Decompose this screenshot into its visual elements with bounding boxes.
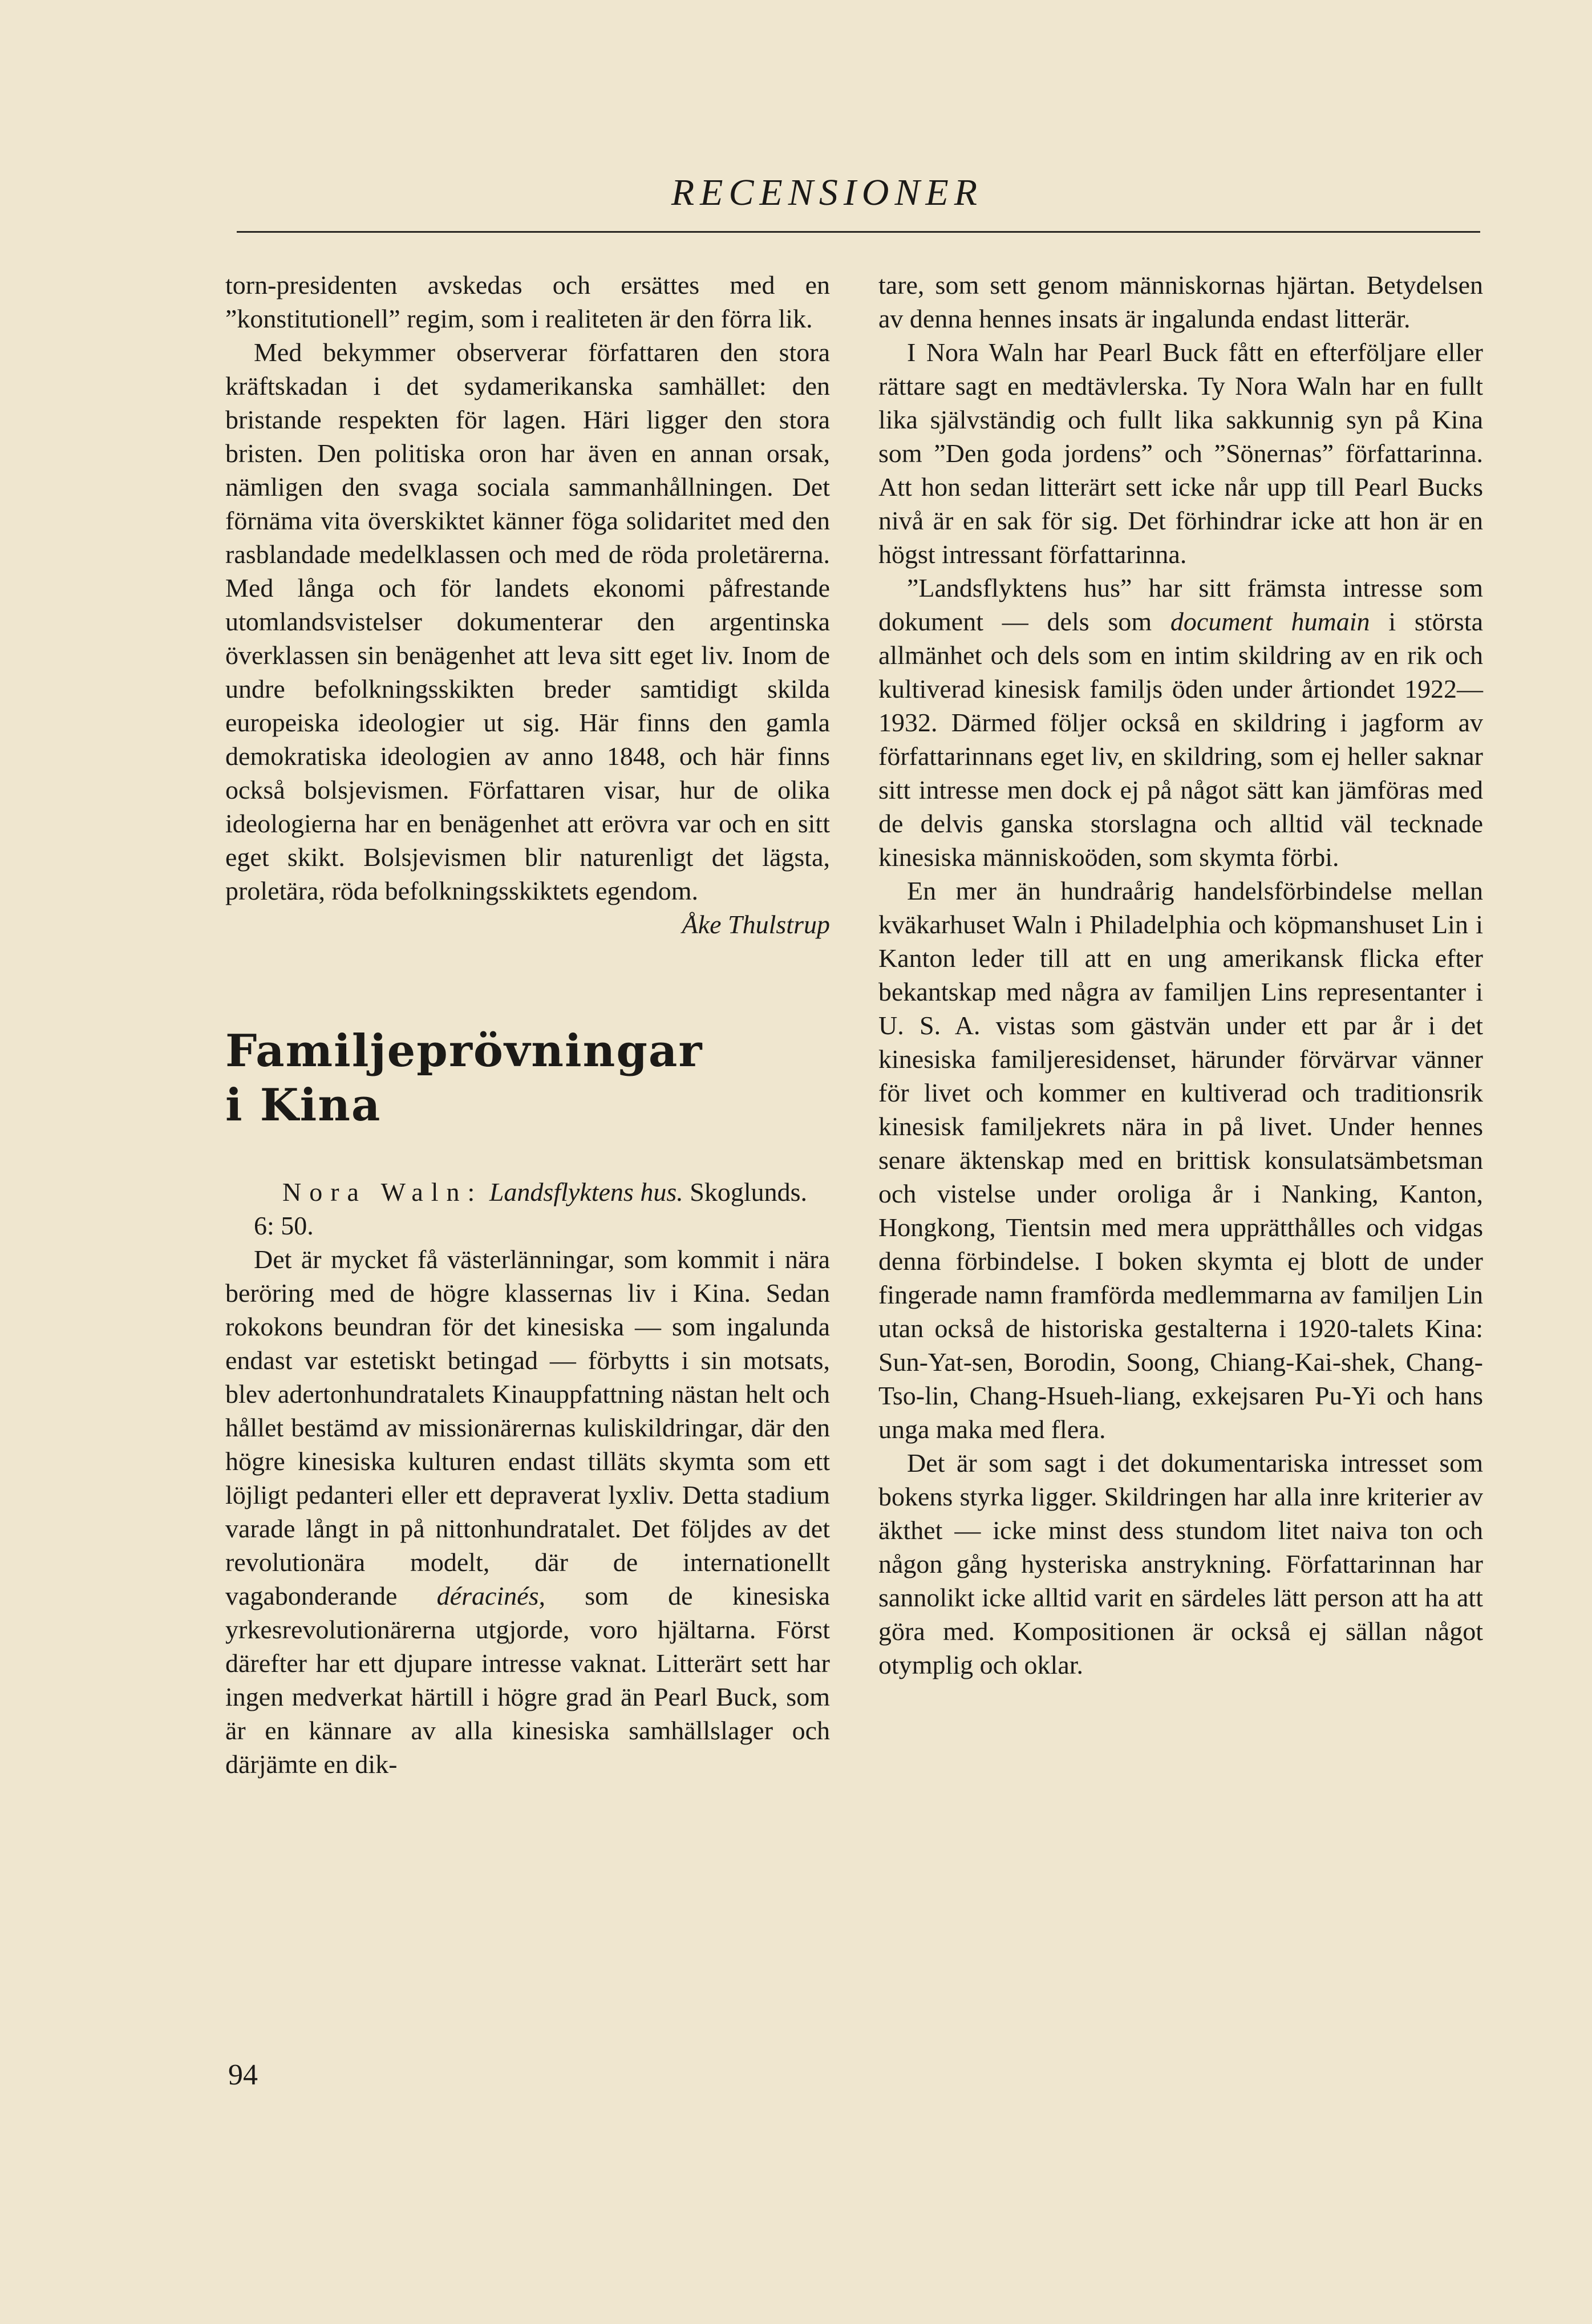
paragraph-text: i största allmänhet och dels som en intim skildring av en rik och kultiverad kinesisk familjs öden under årtiondet 1922—1932. Därmed följer också en skildring i jagform av författarinnans eget liv, en skildring, som ej heller saknar sitt intresse men dock ej på något sätt kan jämföras med de delvis ganska storslagna och alltid väl tecknade kinesiska människoöden, som skymta förbi. [878, 607, 1484, 872]
review-title-line: Familjeprövningar [225, 1025, 703, 1077]
paragraph-text: som de kinesiska yrkesrevolutionärerna utgjorde, voro hjältarna. Först därefter har ett djupare intresse vaknat. Litterärt sett har ingen medverkat härtill i högre grad än Pearl Buck, som är en kännare av alla kinesiska samhällslager och därjämte en dik- [225, 1581, 831, 1779]
paragraph: torn-presidenten avskedas och ersättes med en ”konstitutionell” regim, som i realiteten är den förra lik. [225, 270, 830, 333]
review-title-line: i Kina [225, 1079, 382, 1131]
paragraph [878, 571, 1483, 874]
book-byline [225, 1175, 830, 1242]
reviewer-signature: Åke Thulstrup [682, 910, 830, 939]
header-rule [237, 231, 1480, 233]
paragraph: Med bekymmer observerar författaren den stora kräftskadan i det sydamerikanska samhället: den bristande respekten för lagen. Häri ligger den stora bristen. Den politiska oron har även en annan orsak, nämligen den svaga sociala sammanhållningen. Det förnäma vita överskiktet känner föga solidaritet med den rasblandade medelklassen och med de röda proletärerna. Med långa och för landets ekonomi påfrestande utomlandsvistelser dokumenterar den argentinska överklassen sin benägenhet att leva sitt eget liv. Inom de undre befolkningsskikten breder samtidigt skilda europeiska ideologier ut sig. Här finns den gamla demokratiska ideologien av anno 1848, och här finns också bolsjevismen. Författaren visar, hur de olika ideologierna har en benägenhet att erövra var och en sitt eget skikt. Bolsjevismen blir naturenligt det lägsta, proletära, röda befolkningsskiktets egendom. [225, 338, 830, 905]
paragraph-text: ”Landsflyktens hus” har sitt främsta intresse som dokument — dels som [878, 573, 1483, 636]
paragraph-text: Det är mycket få västerlänningar, som kommit i nära beröring med de högre klassernas liv i Kina. Sedan rokokons beundran för det kinesiska — som ingalunda endast var estetiskt betingad — förbytts i sin motsats, blev adertonhundratalets Kinauppfattning nästan helt och hållet bestämd av missionärernas kuliskildringar, där den högre kinesiska kulturen endast tilläts skymta som ett löjligt pedanteri eller ett depraverat lyxliv. Detta stadium varade långt in på nittonhundratalet. Det följdes av det revolutionära modelt, där de internationellt vagabonderande [225, 1245, 830, 1610]
paragraph-emphasis: déracinés, [436, 1581, 545, 1610]
byline-publisher: Skoglunds. 6: 50. [254, 1177, 807, 1240]
right-column [878, 268, 1483, 1682]
paragraph: I Nora Waln har Pearl Buck fått en efterföljare eller rättare sagt en medtävlerska. Ty Nora Waln har en fullt lika självständig och fullt lika sakkunnig syn på Kina som ”Den goda jordens” och ”Sönernas” författarinna. Att hon sedan litterärt sett icke når upp till Pearl Bucks nivå är en sak för sig. Det förhindrar icke att hon är en högst intressant författarinna. [878, 338, 1483, 569]
byline-book-title: Landsflyktens hus. [489, 1177, 683, 1206]
review-title [225, 1024, 830, 1132]
left-column [225, 268, 830, 1781]
paragraph-emphasis: document humain [1170, 607, 1370, 636]
paragraph: En mer än hundraårig handelsförbindelse mellan kväkarhuset Waln i Philadelphia och köpmanshuset Lin i Kanton leder till att en ung amerikansk flicka efter bekantskap med några av familjen Lins representanter i U. S. A. vistas som gästvän under ett par år i det kinesiska familjeresidenset, härunder förvärvar vänner för livet och kommer en kultiverad och traditionsrik kinesisk familjekrets nära in på livet. Under hennes senare äktenskap med en brittisk konsulatsämbetsman och vistelse under oroliga år i Nanking, Kanton, Hongkong, Tientsin med mera upprätthålles och vidgas denna förbindelse. I boken skymta ej blott de under fingerade namn framförda medlemmarna av familjen Lin utan också de historiska gestalterna i 1920-talets Kina: Sun-Yat-sen, Borodin, Soong, Chiang-Kai-shek, Chang-Tso-lin, Chang-Hsueh-liang, exkejsaren Pu-Yi och hans unga maka med flera. [878, 876, 1483, 1444]
paragraph: tare, som sett genom människornas hjärtan. Betydelsen av denna hennes insats är ingalunda endast litterär. [878, 270, 1483, 333]
paragraph [225, 1242, 830, 1781]
paragraph: Det är som sagt i det dokumentariska intresset som bokens styrka ligger. Skildringen har alla inre kriterier av äkthet — icke minst dess stundom litet naiva ton och någon gång hysteriska anstrykning. Författarinnan har sannolikt icke alltid varit en särdeles lätt person att ha att göra med. Kompositionen är också ej sällan något otymplig och oklar. [878, 1448, 1483, 1679]
byline-author: Nora Waln: [282, 1177, 483, 1206]
page-number: 94 [228, 2059, 258, 2091]
running-header: RECENSIONER [671, 172, 983, 213]
